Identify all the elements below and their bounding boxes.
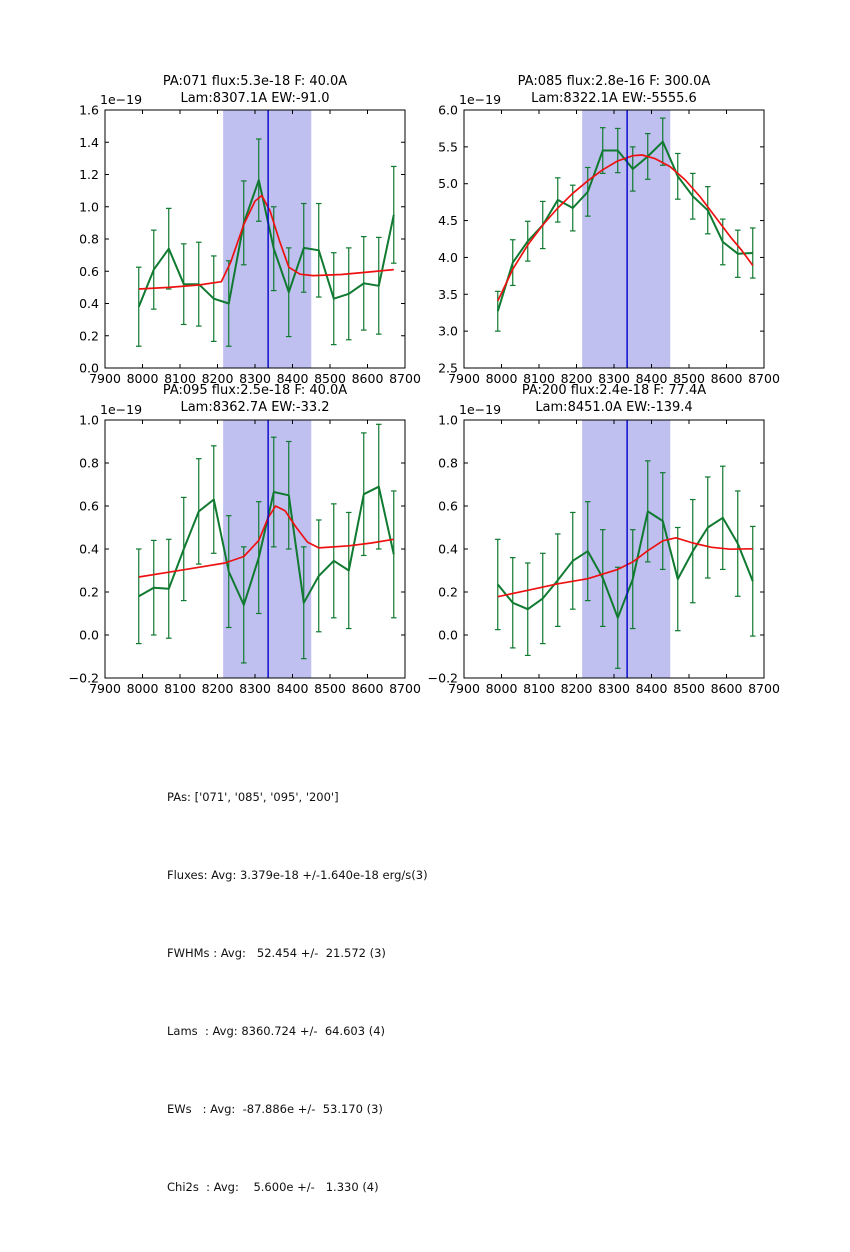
x-tick-label: 8600	[710, 681, 743, 696]
y-tick-label: 0.0	[79, 360, 99, 376]
x-tick-label: 7900	[89, 371, 121, 386]
x-tick-label: 8700	[389, 371, 421, 386]
plot-title-line1: PA:200 flux:2.4e-18 F: 77.4A	[521, 383, 707, 398]
plot-pa200	[409, 399, 780, 703]
summary-line-chi2s: Chi2s : Avg: 5.600e +/- 1.330 (4)	[167, 1180, 379, 1194]
plot-title-line2: Lam:8362.7A EW:-33.2	[180, 399, 330, 415]
y-tick-label: 4.0	[438, 249, 458, 265]
plot-title-line2: Lam:8451.0A EW:-139.4	[535, 399, 693, 415]
x-tick-label: 8600	[351, 681, 384, 696]
x-tick-label: 8600	[710, 371, 743, 386]
x-tick-label: 8100	[164, 681, 196, 696]
y-tick-label: 0.8	[79, 231, 99, 247]
x-tick-label: 8500	[673, 681, 705, 696]
y-tick-label: 4.5	[438, 213, 458, 229]
x-tick-label: 8300	[598, 681, 630, 696]
y-tick-label: 3.5	[438, 286, 458, 302]
y-tick-label: 5.5	[438, 139, 458, 155]
plot-title-line1: PA:095 flux:2.5e-18 F: 40.0A	[162, 383, 348, 398]
y-tick-label: 0.4	[438, 541, 458, 557]
x-tick-label: 7900	[448, 681, 480, 696]
summary-line-ews: EWs : Avg: -87.886e +/- 53.170 (3)	[167, 1102, 383, 1116]
summary-line-pas: PAs: ['071', '085', '095', '200']	[167, 790, 339, 804]
x-tick-label: 8100	[164, 371, 196, 386]
x-tick-label: 8000	[485, 371, 518, 386]
plot-title-line1: PA:071 flux:5.3e-18 F: 40.0A	[162, 74, 348, 89]
x-tick-label: 8300	[239, 371, 271, 386]
x-tick-label: 7900	[448, 371, 480, 386]
y-tick-label: 0.2	[79, 328, 99, 344]
x-tick-label: 8700	[748, 371, 780, 386]
summary-line-fwhms: FWHMs : Avg: 52.454 +/- 21.572 (3)	[167, 946, 386, 960]
x-tick-label: 8400	[635, 371, 668, 386]
highlight-band	[223, 420, 311, 678]
x-tick-label: 8700	[748, 681, 780, 696]
y-tick-label: 0.4	[79, 541, 99, 557]
y-tick-label: 3.0	[438, 323, 458, 339]
x-tick-label: 8600	[351, 371, 384, 386]
x-tick-label: 8000	[126, 681, 159, 696]
highlight-band	[582, 420, 670, 678]
y-tick-label: 0.8	[79, 455, 99, 471]
plot-title-line1: PA:085 flux:2.8e-16 F: 300.0A	[517, 74, 711, 89]
y-tick-label: 0.6	[438, 498, 458, 514]
y-tick-label: 5.0	[438, 176, 458, 192]
y-tick-label: 1.0	[79, 412, 99, 428]
x-tick-label: 7900	[89, 681, 121, 696]
plot-pa071	[50, 92, 421, 393]
x-tick-label: 8700	[389, 681, 421, 696]
y-tick-label: 0.6	[79, 498, 99, 514]
y-tick-label: 1.0	[79, 199, 99, 215]
y-tick-label: 1.6	[79, 102, 99, 118]
x-tick-label: 8500	[314, 371, 346, 386]
y-tick-label: 0.2	[79, 584, 99, 600]
plot-pa085	[409, 92, 780, 393]
x-tick-label: 8100	[523, 371, 555, 386]
y-tick-label: −0.2	[427, 670, 458, 686]
y-tick-label: 6.0	[438, 102, 458, 118]
x-tick-label: 8100	[523, 681, 555, 696]
y-tick-label: 0.4	[79, 296, 99, 311]
y-axis-offset-label: 1e−19	[100, 92, 143, 107]
y-tick-label: 1.4	[79, 134, 99, 150]
y-tick-label: 0.2	[438, 584, 458, 600]
summary-line-lams: Lams : Avg: 8360.724 +/- 64.603 (4)	[167, 1024, 386, 1038]
x-tick-label: 8200	[560, 371, 593, 386]
x-tick-label: 8400	[276, 681, 309, 696]
x-tick-label: 8200	[201, 681, 234, 696]
summary-block	[167, 732, 428, 1252]
y-tick-label: 0.0	[79, 627, 99, 643]
y-tick-label: 1.0	[438, 412, 458, 428]
y-tick-label: 2.5	[438, 360, 458, 376]
y-axis-offset-label: 1e−19	[100, 402, 143, 417]
plot-pa095	[50, 399, 421, 703]
x-tick-label: 8300	[239, 681, 271, 696]
y-axis-offset-label: 1e−19	[459, 402, 502, 417]
plot-title-line2: Lam:8322.1A EW:-5555.6	[531, 90, 697, 106]
y-tick-label: 0.6	[79, 263, 99, 279]
y-tick-label: 0.8	[438, 455, 458, 471]
x-tick-label: 8000	[126, 371, 159, 386]
y-tick-label: 0.0	[438, 627, 458, 643]
x-tick-label: 8400	[276, 371, 309, 386]
x-tick-label: 8300	[598, 371, 630, 386]
x-tick-label: 8500	[673, 371, 705, 386]
x-tick-label: 8200	[201, 371, 234, 386]
y-axis-offset-label: 1e−19	[459, 92, 502, 107]
y-tick-label: −0.2	[68, 670, 99, 686]
summary-line-fluxes: Fluxes: Avg: 3.379e-18 +/-1.640e-18 erg/s(3)	[167, 868, 428, 882]
highlight-band	[223, 110, 311, 368]
x-tick-label: 8500	[314, 681, 346, 696]
x-tick-label: 8200	[560, 681, 593, 696]
y-tick-label: 1.2	[79, 167, 99, 182]
x-tick-label: 8000	[485, 681, 518, 696]
plot-title-line2: Lam:8307.1A EW:-91.0	[180, 90, 330, 106]
x-tick-label: 8400	[635, 681, 668, 696]
